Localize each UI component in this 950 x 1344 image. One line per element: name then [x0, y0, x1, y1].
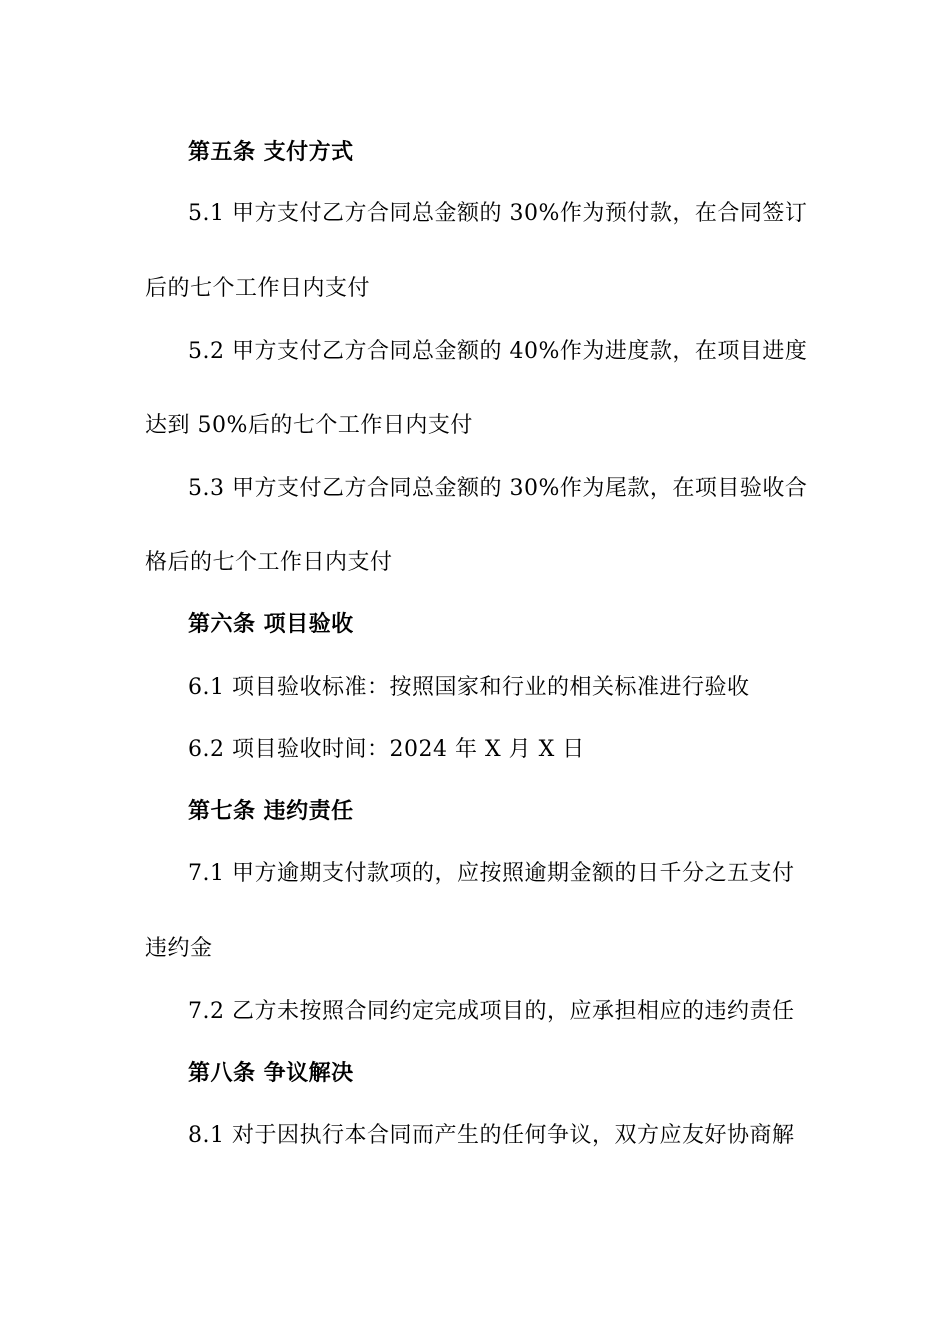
clause-5-1: 5.1 甲方支付乙方合同总金额的 30%作为预付款，在合同签订	[188, 201, 808, 226]
clause-5-2: 5.2 甲方支付乙方合同总金额的 40%作为进度款，在项目进度	[188, 339, 808, 364]
clause-5-2-continued: 达到 50%后的七个工作日内支付	[145, 413, 473, 438]
clause-5-3: 5.3 甲方支付乙方合同总金额的 30%作为尾款，在项目验收合	[188, 476, 808, 501]
section-heading-7: 第七条 违约责任	[188, 799, 354, 824]
clause-5-3-continued: 格后的七个工作日内支付	[145, 550, 393, 575]
section-heading-6: 第六条 项目验收	[188, 612, 354, 637]
clause-6-2: 6.2 项目验收时间：2024 年 X 月 X 日	[188, 737, 585, 762]
clause-7-2: 7.2 乙方未按照合同约定完成项目的，应承担相应的违约责任	[188, 999, 795, 1024]
section-heading-8: 第八条 争议解决	[188, 1061, 354, 1086]
clause-5-1-continued: 后的七个工作日内支付	[145, 276, 371, 301]
clause-7-1: 7.1 甲方逾期支付款项的，应按照逾期金额的日千分之五支付	[188, 861, 795, 886]
clause-7-1-continued: 违约金	[145, 936, 213, 961]
section-heading-5: 第五条 支付方式	[188, 140, 354, 165]
clause-8-1: 8.1 对于因执行本合同而产生的任何争议，双方应友好协商解	[188, 1123, 795, 1148]
clause-6-1: 6.1 项目验收标准：按照国家和行业的相关标准进行验收	[188, 675, 750, 700]
